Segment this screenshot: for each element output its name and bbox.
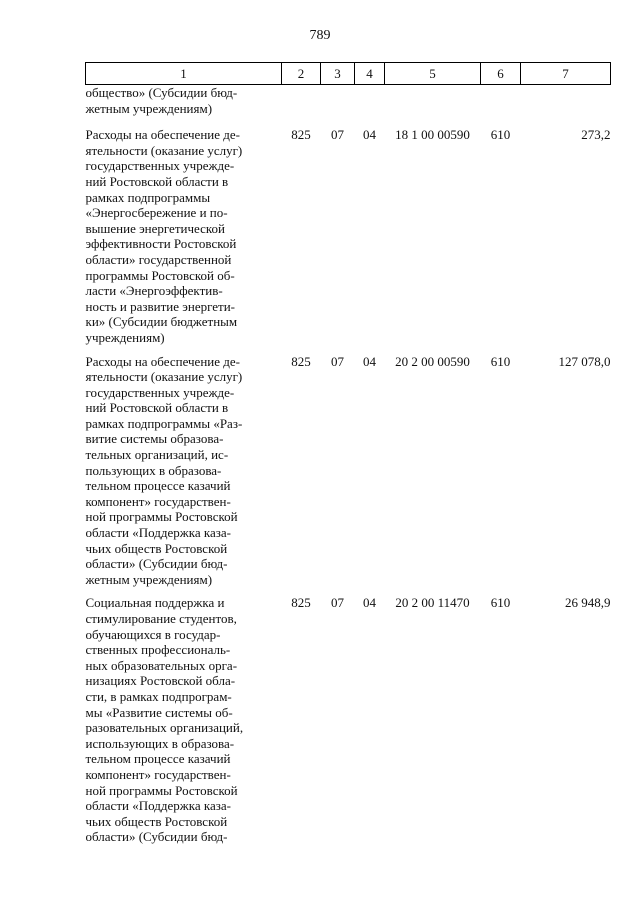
header-col-7: 7 xyxy=(521,63,611,85)
description-line: чьих обществ Ростовской xyxy=(85,813,228,829)
description-line: учреждениям) xyxy=(85,329,165,345)
subsection-code xyxy=(355,85,385,126)
ministry-code: 825 xyxy=(291,353,311,369)
description-line: ний Ростовской области в xyxy=(85,173,229,189)
table-row xyxy=(86,125,611,351)
description-line: области» (Субсидии бюд- xyxy=(85,556,228,572)
description-line: обучающихся в государ- xyxy=(85,626,221,642)
description-line: области «Поддержка каза- xyxy=(85,525,231,541)
description-line: ной программы Ростовской xyxy=(85,509,238,525)
description-line: тельных организаций, ис- xyxy=(85,447,229,463)
header-col-1: 1 xyxy=(86,63,282,85)
amount: 127 078,0 xyxy=(558,353,611,369)
description-line: использующих в образова- xyxy=(85,735,235,751)
row-description xyxy=(86,85,282,126)
ministry-code xyxy=(282,85,321,126)
amount xyxy=(521,85,611,126)
target-article-code: 20 2 00 00590 xyxy=(395,353,470,369)
description-line: тельном процессе казачий xyxy=(85,751,231,767)
description-line: области «Поддержка каза- xyxy=(85,798,231,814)
description-line: компонент» государствен- xyxy=(85,493,231,509)
description-line: рамках подпрограммы «Раз- xyxy=(85,415,243,431)
header-row xyxy=(86,63,611,85)
section-code: 07 xyxy=(331,595,344,611)
expense-type-code: 610 xyxy=(490,595,511,611)
description-line: рамках подпрограммы xyxy=(85,189,211,205)
row-description xyxy=(86,593,282,851)
amount: 26 948,9 xyxy=(565,595,611,611)
table-row xyxy=(86,85,611,126)
subsection-code: 04 xyxy=(363,353,376,369)
description-line: ки» (Субсидии бюджетным xyxy=(85,314,238,330)
ministry-code: 825 xyxy=(291,127,311,143)
section-code xyxy=(321,85,355,126)
description-line: ятельности (оказание услуг) xyxy=(85,369,243,385)
budget-table xyxy=(85,62,611,851)
description-line: Расходы на обеспечение де- xyxy=(85,353,240,369)
page-number: 789 xyxy=(309,28,331,43)
description-line: сти, в рамках подпрограм- xyxy=(85,688,232,704)
description-line: области» (Субсидии бюд- xyxy=(85,829,228,845)
row-description xyxy=(86,125,282,351)
description-line: ной программы Ростовской xyxy=(85,782,238,798)
description-line: разовательных организаций, xyxy=(85,720,244,736)
subsection-code: 04 xyxy=(363,127,376,143)
target-article-code: 18 1 00 00590 xyxy=(395,127,470,143)
header-col-4: 4 xyxy=(355,63,385,85)
description-line: ственных профессиональ- xyxy=(85,642,231,658)
description-line: вышение энергетической xyxy=(85,220,225,236)
description-line: чьих обществ Ростовской xyxy=(85,540,228,556)
description-line: ных образовательных орга- xyxy=(85,657,238,673)
description-line: ласти «Энергоэффектив- xyxy=(85,283,223,299)
description-line: пользующих в образова- xyxy=(85,462,222,478)
ministry-code: 825 xyxy=(291,595,311,611)
description-line: Социальная поддержка и xyxy=(85,595,225,611)
description-line: программы Ростовской об- xyxy=(85,267,235,283)
description-line: области» государственной xyxy=(85,251,232,267)
row-description xyxy=(86,352,282,594)
target-article-code: 20 2 00 11470 xyxy=(395,595,470,611)
section-code: 07 xyxy=(331,127,344,143)
expense-type-code: 610 xyxy=(490,353,511,369)
header-col-6: 6 xyxy=(481,63,521,85)
description-line: ний Ростовской области в xyxy=(85,400,229,416)
table-row xyxy=(86,593,611,851)
description-line: мы «Развитие системы об- xyxy=(85,704,233,720)
description-line: ятельности (оказание услуг) xyxy=(85,142,243,158)
description-line: эффективности Ростовской xyxy=(85,236,237,252)
target-article-code xyxy=(385,85,481,126)
description-line: компонент» государствен- xyxy=(85,766,231,782)
description-line: витие системы образова- xyxy=(85,431,224,447)
description-line: низациях Ростовской обла- xyxy=(85,673,236,689)
description-line: тельном процессе казачий xyxy=(85,478,231,494)
table-body xyxy=(86,85,611,851)
description-line: жетным учреждениям) xyxy=(85,571,213,587)
subsection-code: 04 xyxy=(363,595,376,611)
description-line: государственных учрежде- xyxy=(85,384,235,400)
description-line: стимулирование студентов, xyxy=(85,611,237,626)
expense-type-code: 610 xyxy=(490,127,511,143)
header-col-3: 3 xyxy=(321,63,355,85)
section-code: 07 xyxy=(331,353,344,369)
expense-type-code xyxy=(481,85,521,126)
header-col-5: 5 xyxy=(385,63,481,85)
description-line: Расходы на обеспечение де- xyxy=(85,127,240,143)
description-line: «Энергосбережение и по- xyxy=(85,205,228,221)
header-col-2: 2 xyxy=(282,63,321,85)
amount: 273,2 xyxy=(581,127,611,143)
description-line: государственных учрежде- xyxy=(85,158,235,174)
table-row xyxy=(86,352,611,594)
description-line: жетным учреждениям) xyxy=(85,100,213,116)
description-line: общество» (Субсидии бюд- xyxy=(85,85,238,100)
description-line: ность и развитие энергети- xyxy=(85,298,235,314)
